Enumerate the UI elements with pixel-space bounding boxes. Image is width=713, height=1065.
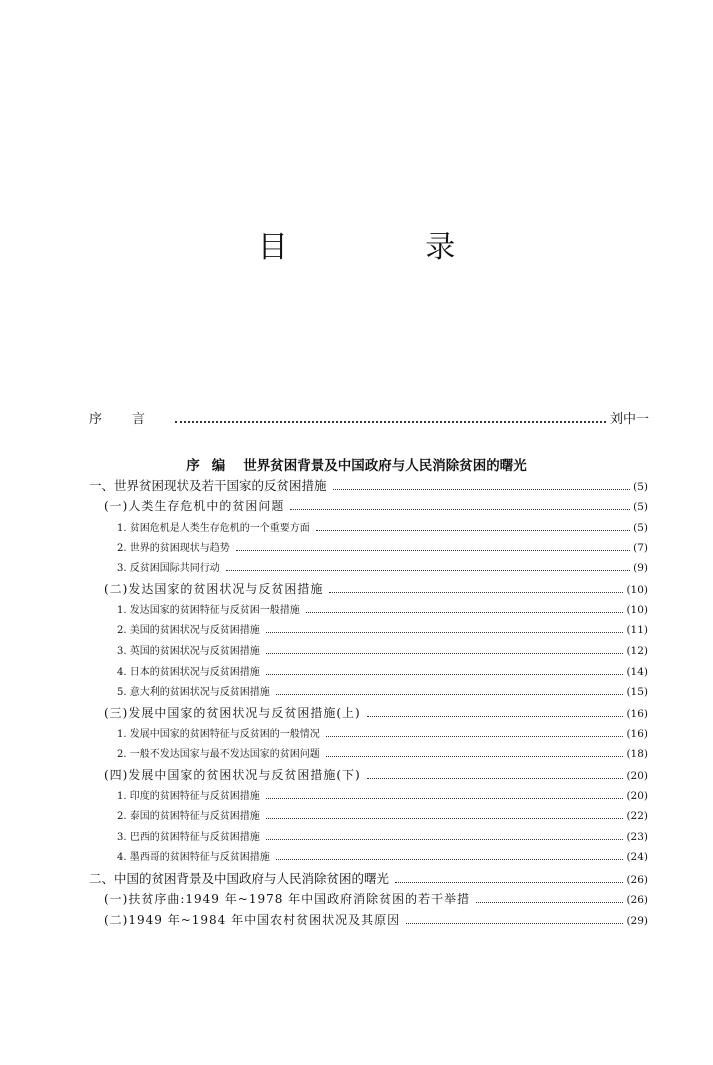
dot-leader — [367, 778, 624, 779]
toc-entry-page: (14) — [626, 666, 648, 678]
page-title: 目 录 — [257, 230, 520, 265]
toc-entry[interactable] — [117, 663, 648, 678]
toc-entry-title: 4. 日本的贫困状况与反贫困措施 — [117, 667, 260, 678]
dot-leader — [367, 716, 624, 717]
preface-author: 刘中一 — [609, 412, 649, 427]
toc-entry-title: 1. 印度的贫困特征与反贫困措施 — [117, 791, 260, 802]
toc-entry-title: 3. 英国的贫困状况与反贫困措施 — [117, 646, 260, 657]
toc-entry-title: (一)扶贫序曲:1949 年~1978 年中国政府消除贫困的若干举措 — [104, 892, 471, 906]
dot-leader — [326, 756, 624, 757]
toc-entry-page: (15) — [626, 686, 648, 698]
toc-entry-title: 2. 世界的贫困现状与趋势 — [117, 543, 230, 554]
toc-entry[interactable] — [117, 642, 648, 657]
toc-entry-page: (26) — [626, 894, 648, 906]
toc-entry-title: 1. 发展中国家的贫困特征与反贫困的一般情况 — [117, 729, 320, 740]
dot-leader — [266, 653, 624, 654]
toc-entry-page: (16) — [626, 728, 648, 740]
toc-entry-title: (三)发展中国家的贫困状况与反贫困措施(上) — [104, 706, 361, 720]
dot-leader — [306, 612, 624, 613]
toc-entry[interactable] — [104, 766, 648, 783]
toc-entry[interactable] — [104, 890, 648, 907]
toc-entry[interactable] — [117, 725, 648, 740]
toc-entry-page: (29) — [626, 915, 648, 927]
toc-entry-page: (5) — [633, 501, 648, 513]
toc-entry-page: (23) — [626, 831, 648, 843]
toc-entry-page: (16) — [626, 708, 648, 720]
toc-entry[interactable] — [104, 911, 648, 928]
toc-entry[interactable] — [117, 539, 648, 554]
dot-leader — [276, 694, 624, 695]
toc-entry-page: (20) — [626, 790, 648, 802]
toc-entry[interactable] — [89, 476, 648, 494]
toc-entry-page: (10) — [626, 584, 648, 596]
dot-leader — [175, 421, 606, 423]
toc-entry-page: (22) — [626, 810, 648, 822]
toc-entry[interactable] — [117, 745, 648, 760]
dot-leader — [236, 550, 630, 551]
toc-entry-title: 3. 反贫困国际共同行动 — [117, 563, 220, 574]
dot-leader — [326, 736, 624, 737]
toc-entry-page: (7) — [633, 542, 648, 554]
toc-entry-page: (5) — [633, 481, 648, 493]
section-lead: 序编 — [186, 458, 238, 474]
dot-leader — [290, 509, 630, 510]
preface-label: 序言 — [89, 412, 176, 427]
dot-leader — [276, 859, 624, 860]
toc-entry-title: 1. 发达国家的贫困特征与反贫困一般措施 — [117, 605, 300, 616]
toc-entry[interactable] — [117, 519, 648, 534]
toc-entry[interactable] — [117, 621, 648, 636]
toc-entry[interactable] — [104, 497, 648, 514]
toc-entry-title: (二)发达国家的贫困状况与反贫困措施 — [104, 582, 324, 596]
dot-leader — [266, 818, 624, 819]
toc-entry[interactable] — [117, 807, 648, 822]
toc-entry-title: 5. 意大利的贫困状况与反贫困措施 — [117, 687, 270, 698]
dot-leader — [266, 632, 624, 633]
toc-entry-title: (四)发展中国家的贫困状况与反贫困措施(下) — [104, 768, 361, 782]
toc-entry-page: (24) — [626, 851, 648, 863]
toc-entry-title: 2. 一般不发达国家与最不发达国家的贫困问题 — [117, 749, 320, 760]
toc-entry-page: (18) — [626, 748, 648, 760]
dot-leader — [266, 674, 624, 675]
toc-entry-title: 3. 巴西的贫困特征与反贫困措施 — [117, 832, 260, 843]
section-title: 世界贫困背景及中国政府与人民消除贫困的曙光 — [243, 458, 527, 474]
toc-entry[interactable] — [117, 787, 648, 802]
toc-entry[interactable] — [117, 683, 648, 698]
toc-entry-page: (12) — [626, 645, 648, 657]
toc-entry-title: (一)人类生存危机中的贫困问题 — [104, 499, 285, 513]
toc-entry-page: (5) — [633, 522, 648, 534]
dot-leader — [266, 839, 624, 840]
toc-entry-page: (9) — [633, 562, 648, 574]
toc-entry-page: (11) — [626, 624, 648, 636]
dot-leader — [333, 489, 631, 490]
toc-entry[interactable] — [117, 848, 648, 863]
toc-entry-title: 二、中国的贫困背景及中国政府与人民消除贫困的曙光 — [89, 871, 390, 886]
toc-entry-page: (26) — [626, 874, 648, 886]
toc-entry-title: 1. 贫困危机是人类生存危机的一个重要方面 — [117, 523, 310, 534]
toc-entry-page: (10) — [626, 604, 648, 616]
toc-entry-title: 2. 泰国的贫困特征与反贫困措施 — [117, 811, 260, 822]
toc-entry-title: (二)1949 年~1984 年中国农村贫困状况及其原因 — [104, 913, 401, 927]
dot-leader — [406, 923, 623, 924]
toc-entry[interactable] — [117, 601, 648, 616]
toc-entry-page: (20) — [626, 770, 648, 782]
toc-entry-title: 一、世界贫困现状及若干国家的反贫困措施 — [89, 478, 327, 493]
dot-leader — [395, 882, 623, 883]
toc-entry[interactable] — [89, 869, 648, 887]
toc-entry-title: 4. 墨西哥的贫困特征与反贫困措施 — [117, 852, 270, 863]
dot-leader — [266, 798, 624, 799]
dot-leader — [316, 530, 630, 531]
toc-entry[interactable] — [117, 828, 648, 843]
preface-entry[interactable] — [89, 408, 649, 427]
dot-leader — [476, 902, 623, 903]
toc-entry[interactable] — [117, 559, 648, 574]
dot-leader — [329, 592, 623, 593]
toc-entry[interactable] — [104, 704, 648, 721]
dot-leader — [226, 570, 630, 571]
toc-entry-title: 2. 美国的贫困状况与反贫困措施 — [117, 625, 260, 636]
section-heading — [0, 454, 713, 474]
toc-entry[interactable] — [104, 580, 648, 597]
